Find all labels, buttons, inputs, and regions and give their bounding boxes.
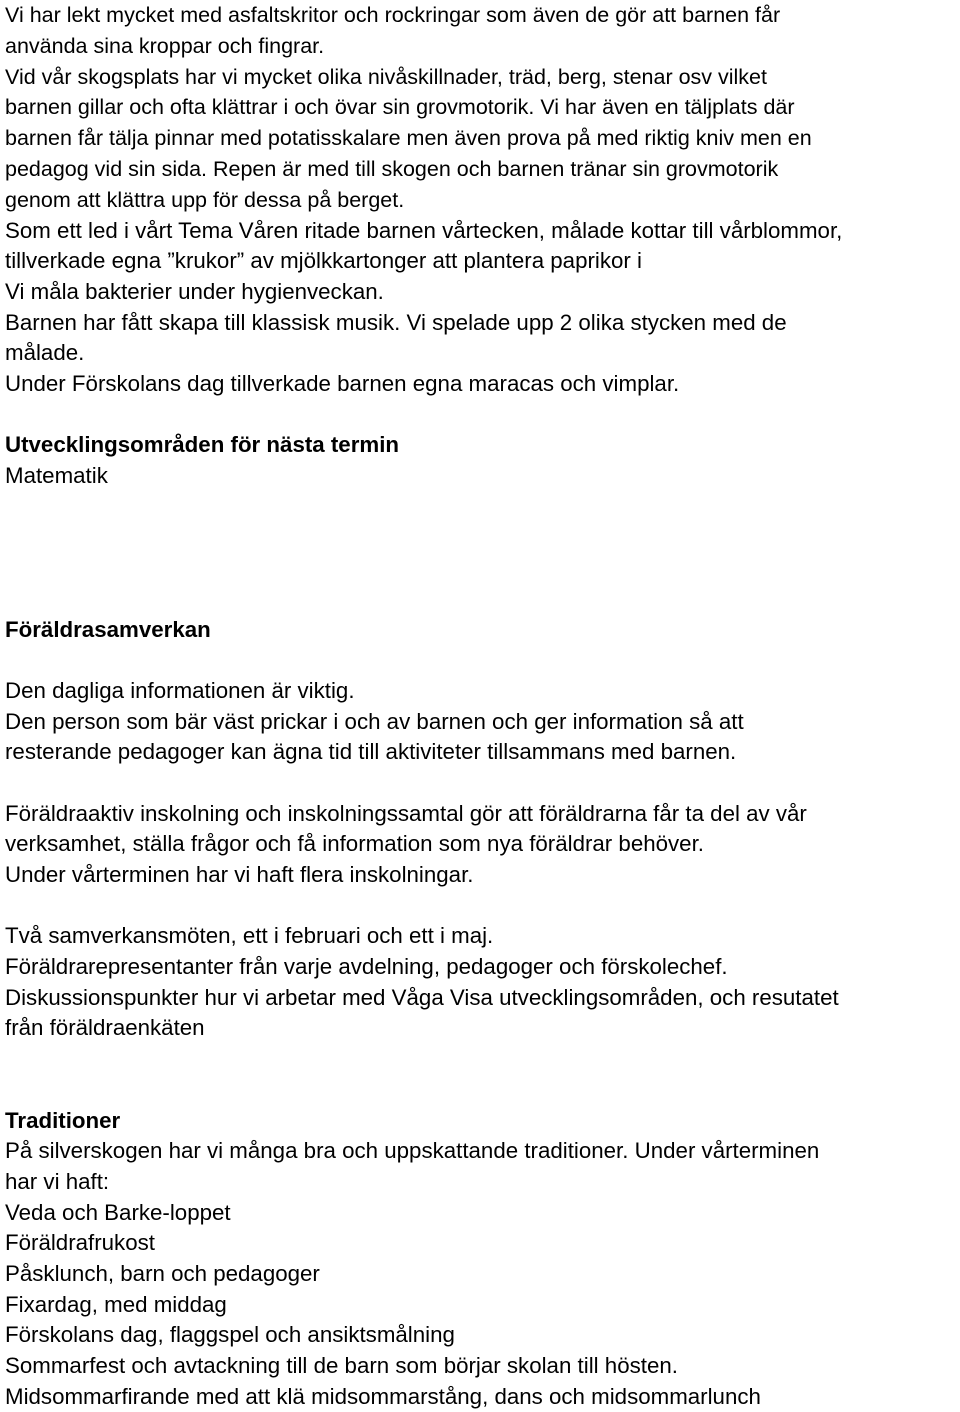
theme-section [5, 216, 955, 400]
parents-heading: Föräldrasamverkan [5, 616, 211, 642]
parents-section [5, 615, 955, 1045]
development-item: Matematik [5, 463, 108, 489]
text-line: har vi haft: [5, 1168, 110, 1194]
spacer [5, 1075, 955, 1106]
tradition-item: Fixardag, med middag [5, 1291, 227, 1317]
traditions-section [5, 1106, 955, 1412]
text-line: barnen gillar och ofta klättrar i och övar sin grovmotorik. Vi har även en täljplats där [5, 95, 795, 120]
text-line: På silverskogen har vi många bra och uppskattande traditioner. Under vårterminen [5, 1138, 820, 1164]
text-line: Under vårterminen har vi haft flera inskolningar. [5, 862, 474, 888]
spacer [5, 492, 955, 523]
text-line: barnen får tälja pinnar med potatisskalare men även prova på med riktig kniv men en [5, 126, 812, 151]
text-line: Diskussionspunkter hur vi arbetar med Våga Visa utvecklingsområden, och resutatet [5, 984, 839, 1010]
text-line: verksamhet, ställa frågor och få information som nya föräldrar behöver. [5, 831, 704, 857]
tradition-item: Sommarfest och avtackning till de barn som börjar skolan till hösten. [5, 1353, 678, 1379]
intro-section [5, 0, 955, 216]
spacer [5, 522, 955, 553]
tradition-item: Förskolans dag, flaggspel och ansiktsmålning [5, 1322, 455, 1348]
spacer [5, 768, 955, 799]
text-line: resterande pedagoger kan ägna tid till aktiviteter tillsammans med barnen. [5, 739, 737, 765]
text-line: Som ett led i vårt Tema Våren ritade barnen vårtecken, målade kottar till vårblommor, [5, 217, 843, 243]
development-heading: Utvecklingsområden för nästa termin [5, 432, 400, 458]
text-line: Vid vår skogsplats har vi mycket olika nivåskillnader, träd, berg, stenar osv vilket [5, 64, 767, 89]
spacer [5, 645, 955, 676]
text-line: Den dagliga informationen är viktig. [5, 677, 355, 703]
spacer [5, 553, 955, 584]
traditions-heading: Traditioner [5, 1107, 121, 1133]
spacer [5, 400, 955, 431]
text-line: Under Förskolans dag tillverkade barnen egna maracas och vimplar. [5, 371, 680, 397]
spacer [5, 1044, 955, 1075]
tradition-item: Veda och Barke-loppet [5, 1199, 231, 1225]
text-line: Den person som bär väst prickar i och av barnen och ger information så att [5, 708, 744, 734]
spacer [5, 891, 955, 922]
spacer [5, 584, 955, 615]
tradition-item: Föräldrafrukost [5, 1230, 155, 1256]
tradition-item: Midsommarfirande med att klä midsommarstång, dans och midsommarlunch [5, 1383, 761, 1409]
text-line: Föräldraaktiv inskolning och inskolningssamtal gör att föräldrarna får ta del av vår [5, 800, 807, 826]
text-line: använda sina kroppar och fingrar. [5, 33, 325, 58]
text-line: Två samverkansmöten, ett i februari och ett i maj. [5, 923, 494, 949]
text-line: Vi har lekt mycket med asfaltskritor och rockringar som även de gör att barnen får [5, 3, 781, 27]
text-line: målade. [5, 340, 85, 366]
text-line: genom att klättra upp för dessa på berget. [5, 187, 405, 212]
text-line: tillverkade egna ”krukor” av mjölkkartonger att plantera paprikor i [5, 248, 642, 274]
text-line: Barnen har fått skapa till klassisk musik. Vi spelade upp 2 olika stycken med de [5, 309, 787, 335]
text-line: pedagog vid sin sida. Repen är med till skogen och barnen tränar sin grovmotorik [5, 156, 779, 181]
document-page [5, 0, 955, 1412]
development-section [5, 430, 955, 491]
text-line: Föräldrarepresentanter från varje avdelning, pedagoger och förskolechef. [5, 954, 728, 980]
text-line: Vi måla bakterier under hygienveckan. [5, 278, 384, 304]
text-line: från föräldraenkäten [5, 1015, 205, 1041]
tradition-item: Påsklunch, barn och pedagoger [5, 1260, 320, 1286]
